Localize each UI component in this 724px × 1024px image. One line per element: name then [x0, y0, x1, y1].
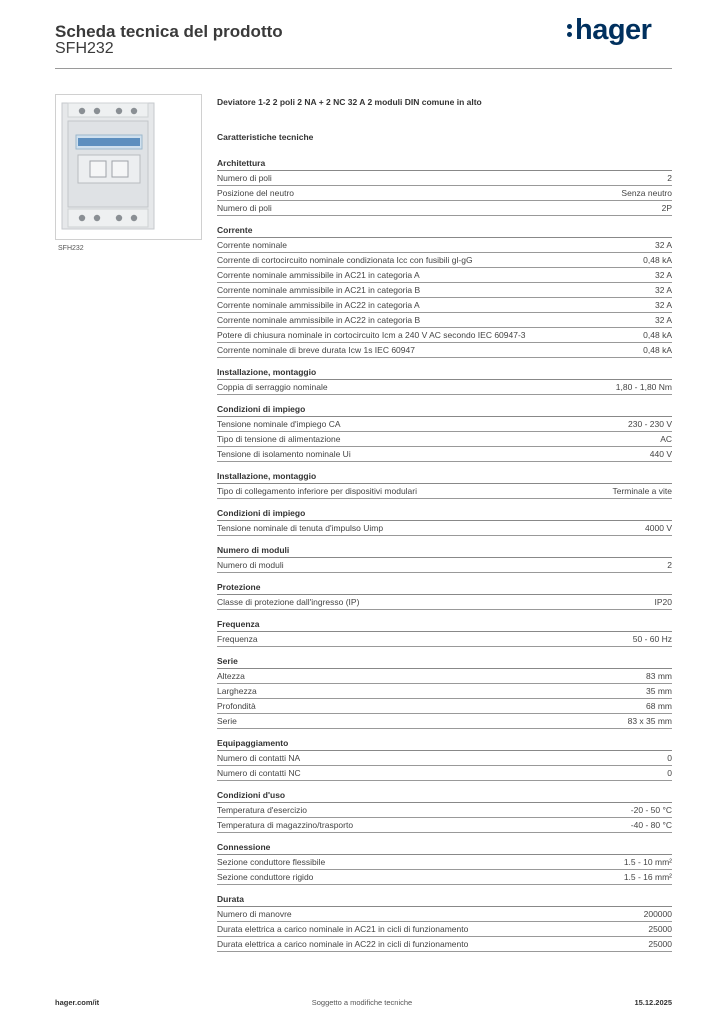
spec-row — [217, 870, 672, 885]
spec-group-title: Condizioni di impiego — [217, 403, 672, 417]
spec-label: Durata elettrica a carico nominale in AC22 in cicli di funzionamento — [217, 939, 469, 949]
spec-row — [217, 343, 672, 358]
footer-note: Soggetto a modifiche tecniche — [311, 998, 413, 1007]
spec-label: Serie — [217, 716, 237, 726]
spec-value: IP20 — [654, 597, 672, 607]
spec-row — [217, 186, 672, 201]
spec-label: Sezione conduttore flessibile — [217, 857, 326, 867]
spec-value: 1.5 - 10 mm² — [623, 857, 672, 867]
spec-row — [217, 669, 672, 684]
spec-value: 0,48 kA — [643, 255, 672, 265]
spec-row — [217, 447, 672, 462]
spec-row — [217, 238, 672, 253]
spec-row — [217, 699, 672, 714]
spec-row — [217, 417, 672, 432]
logo-dots-icon — [567, 18, 573, 40]
spec-value: Senza neutro — [621, 188, 672, 198]
spec-value: 2 — [667, 560, 672, 570]
spec-group — [217, 618, 672, 647]
spec-row — [217, 751, 672, 766]
spec-value: 0,48 kA — [643, 345, 672, 355]
spec-group-title: Connessione — [217, 841, 672, 855]
footer-website: hager.com/it — [55, 998, 100, 1007]
spec-label: Durata elettrica a carico nominale in AC21 in cicli di funzionamento — [217, 924, 469, 934]
spec-group-title: Architettura — [217, 157, 672, 171]
spec-row — [217, 328, 672, 343]
spec-row — [217, 283, 672, 298]
spec-group-title: Serie — [217, 655, 672, 669]
spec-row — [217, 484, 672, 499]
spec-group-title: Installazione, montaggio — [217, 470, 672, 484]
spec-label: Corrente nominale di breve durata Icw 1s IEC 60947 — [217, 345, 415, 355]
product-image-caption: SFH232 — [58, 245, 84, 252]
spec-value: 25000 — [648, 924, 672, 934]
spec-label: Tensione nominale d'impiego CA — [217, 419, 341, 429]
hager-logo — [567, 14, 651, 47]
spec-group-title: Numero di moduli — [217, 544, 672, 558]
spec-group — [217, 366, 672, 395]
spec-value: 0,48 kA — [643, 330, 672, 340]
product-image — [55, 94, 202, 240]
spec-label: Numero di contatti NA — [217, 753, 301, 763]
spec-label: Sezione conduttore rigido — [217, 872, 314, 882]
spec-row — [217, 714, 672, 729]
spec-row — [217, 171, 672, 186]
spec-label: Tipo di collegamento inferiore per dispositivi modulari — [217, 486, 418, 496]
spec-value: 2 — [667, 173, 672, 183]
spec-value: 35 mm — [646, 686, 672, 696]
spec-row — [217, 201, 672, 216]
spec-label: Tensione di isolamento nominale Ui — [217, 449, 351, 459]
spec-row — [217, 907, 672, 922]
spec-row — [217, 380, 672, 395]
spec-group — [217, 403, 672, 462]
spec-group-title: Equipaggiamento — [217, 737, 672, 751]
spec-group — [217, 737, 672, 781]
header-divider — [55, 68, 672, 69]
product-description: Deviatore 1-2 2 poli 2 NA + 2 NC 32 A 2 moduli DIN comune in alto — [217, 97, 482, 107]
spec-group-title: Frequenza — [217, 618, 672, 632]
spec-label: Numero di manovre — [217, 909, 292, 919]
spec-row — [217, 253, 672, 268]
spec-label: Numero di poli — [217, 203, 272, 213]
spec-row — [217, 313, 672, 328]
spec-label: Corrente nominale ammissibile in AC22 in categoria A — [217, 300, 420, 310]
spec-group — [217, 841, 672, 885]
spec-row — [217, 766, 672, 781]
spec-label: Temperatura d'esercizio — [217, 805, 307, 815]
product-code: SFH232 — [55, 40, 114, 57]
spec-group — [217, 655, 672, 729]
spec-table — [217, 157, 672, 960]
spec-row — [217, 298, 672, 313]
section-heading: Caratteristiche tecniche — [217, 132, 314, 142]
spec-row — [217, 855, 672, 870]
spec-value: 83 mm — [646, 671, 672, 681]
spec-label: Tensione nominale di tenuta d'impulso Uimp — [217, 523, 384, 533]
spec-label: Coppia di serraggio nominale — [217, 382, 328, 392]
spec-value: 50 - 60 Hz — [632, 634, 672, 644]
spec-value: 25000 — [648, 939, 672, 949]
spec-row — [217, 922, 672, 937]
spec-row — [217, 558, 672, 573]
spec-label: Tipo di tensione di alimentazione — [217, 434, 341, 444]
spec-row — [217, 684, 672, 699]
spec-value: 32 A — [654, 285, 672, 295]
spec-group — [217, 544, 672, 573]
footer-date: 15.12.2025 — [634, 998, 672, 1007]
spec-row — [217, 818, 672, 833]
spec-value: 230 - 230 V — [628, 419, 672, 429]
spec-group — [217, 507, 672, 536]
spec-label: Altezza — [217, 671, 245, 681]
spec-label: Corrente nominale ammissibile in AC22 in categoria B — [217, 315, 421, 325]
spec-row — [217, 432, 672, 447]
spec-value: 1.5 - 16 mm² — [623, 872, 672, 882]
spec-value: 1,80 - 1,80 Nm — [615, 382, 672, 392]
spec-value: 68 mm — [646, 701, 672, 711]
spec-label: Frequenza — [217, 634, 258, 644]
spec-label: Corrente nominale — [217, 240, 287, 250]
spec-label: Potere di chiusura nominale in cortocircuito Icm a 240 V AC secondo IEC 60947-3 — [217, 330, 526, 340]
spec-row — [217, 937, 672, 952]
spec-value: 0 — [667, 768, 672, 778]
spec-label: Corrente nominale ammissibile in AC21 in categoria A — [217, 270, 420, 280]
spec-value: Terminale a vite — [612, 486, 672, 496]
spec-label: Corrente di cortocircuito nominale condizionata Icc con fusibili gl-gG — [217, 255, 473, 265]
spec-value: AC — [660, 434, 672, 444]
logo-text: hager — [575, 14, 652, 46]
spec-group-title: Condizioni di impiego — [217, 507, 672, 521]
spec-label: Profondità — [217, 701, 256, 711]
spec-label: Numero di moduli — [217, 560, 284, 570]
spec-label: Larghezza — [217, 686, 257, 696]
spec-value: 83 x 35 mm — [627, 716, 672, 726]
spec-value: 440 V — [649, 449, 672, 459]
spec-label: Classe di protezione dall'ingresso (IP) — [217, 597, 360, 607]
spec-row — [217, 803, 672, 818]
spec-value: 32 A — [654, 240, 672, 250]
spec-row — [217, 632, 672, 647]
spec-row — [217, 521, 672, 536]
spec-value: 2P — [661, 203, 672, 213]
spec-group — [217, 157, 672, 216]
spec-value: 32 A — [654, 270, 672, 280]
spec-group-title: Durata — [217, 893, 672, 907]
spec-group — [217, 470, 672, 499]
spec-value: 4000 V — [645, 523, 672, 533]
spec-label: Temperatura di magazzino/trasporto — [217, 820, 354, 830]
switch-device-illustration — [56, 95, 201, 239]
spec-group — [217, 224, 672, 358]
spec-value: 200000 — [643, 909, 672, 919]
spec-group-title: Corrente — [217, 224, 672, 238]
spec-group-title: Protezione — [217, 581, 672, 595]
spec-label: Posizione del neutro — [217, 188, 295, 198]
spec-value: -20 - 50 °C — [630, 805, 672, 815]
spec-label: Numero di poli — [217, 173, 272, 183]
spec-group — [217, 581, 672, 610]
spec-group — [217, 789, 672, 833]
spec-value: 0 — [667, 753, 672, 763]
spec-label: Numero di contatti NC — [217, 768, 301, 778]
spec-group-title: Condizioni d'uso — [217, 789, 672, 803]
spec-label: Corrente nominale ammissibile in AC21 in categoria B — [217, 285, 421, 295]
spec-value: 32 A — [654, 300, 672, 310]
spec-value: -40 - 80 °C — [630, 820, 672, 830]
spec-group-title: Installazione, montaggio — [217, 366, 672, 380]
page-title: Scheda tecnica del prodotto — [55, 22, 283, 41]
spec-group — [217, 893, 672, 952]
spec-row — [217, 268, 672, 283]
spec-value: 32 A — [654, 315, 672, 325]
spec-row — [217, 595, 672, 610]
